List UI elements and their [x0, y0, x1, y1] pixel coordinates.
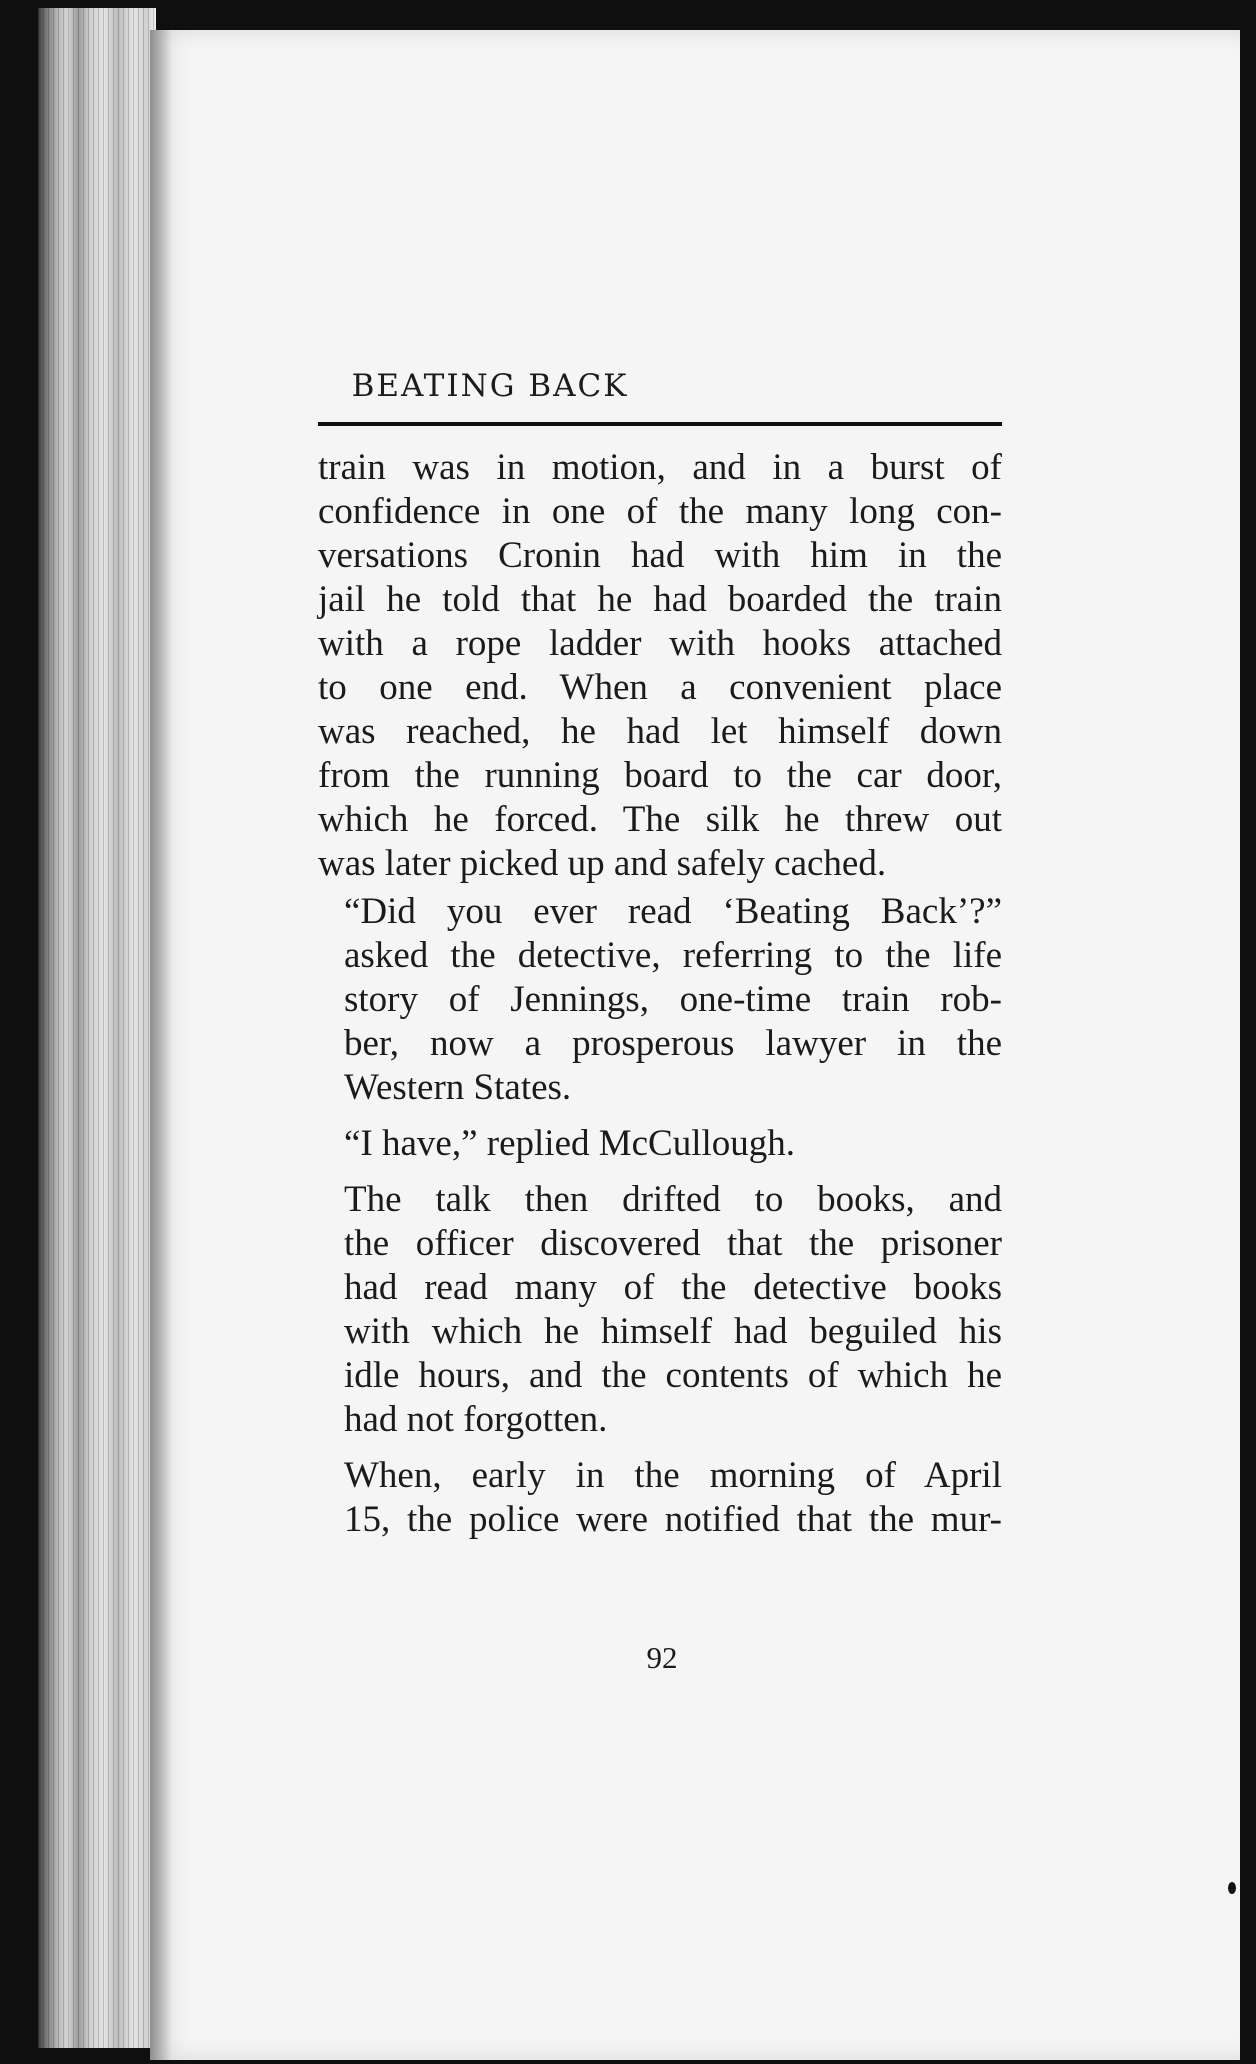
- text-line: jail he told that he had boarded the train: [318, 579, 1002, 620]
- text-line: had not forgotten.: [344, 1399, 608, 1440]
- paragraph: [318, 446, 1002, 886]
- text-line: ber, now a prosperous lawyer in the: [344, 1023, 1002, 1064]
- text-line: idle hours, and the contents of which he: [344, 1355, 1002, 1396]
- paragraph: [318, 890, 1002, 1110]
- text-line: which he forced. The silk he threw out: [318, 799, 1002, 840]
- text-line: with a rope ladder with hooks attached: [318, 623, 1002, 664]
- header-rule: [318, 422, 1002, 426]
- paragraph: [318, 1178, 1002, 1442]
- text-line: When, early in the morning of April: [344, 1455, 1002, 1496]
- body-text: [318, 446, 1002, 1542]
- text-line: confidence in one of the many long con-: [318, 491, 1002, 532]
- text-line: had read many of the detective books: [344, 1267, 1002, 1308]
- text-line: versations Cronin had with him in the: [318, 535, 1002, 576]
- paragraph: [318, 1454, 1002, 1542]
- text-line: was reached, he had let himself down: [318, 711, 1002, 752]
- gutter-shadow: [150, 30, 172, 2060]
- page-edges: [38, 8, 156, 2048]
- text-line: Western States.: [344, 1067, 572, 1108]
- text-line: was later picked up and safely cached.: [318, 843, 887, 884]
- text-line: from the running board to the car door,: [318, 755, 1002, 796]
- paragraph: [318, 1122, 1002, 1166]
- text-line: 15, the police were notified that the mur-: [344, 1499, 1002, 1540]
- text-line: story of Jennings, one-time train rob-: [344, 979, 1002, 1020]
- dust-speck: [1228, 1882, 1236, 1894]
- text-line: with which he himself had beguiled his: [344, 1311, 1002, 1352]
- running-head: BEATING BACK: [351, 368, 629, 404]
- text-line: asked the detective, referring to the life: [344, 935, 1002, 976]
- text-line: to one end. When a convenient place: [318, 667, 1002, 708]
- page-number: 92: [646, 1640, 678, 1675]
- text-line: The talk then drifted to books, and: [344, 1179, 1002, 1220]
- dust-speck: [6, 240, 11, 246]
- text-line: “I have,” replied McCullough.: [344, 1123, 796, 1164]
- text-line: train was in motion, and in a burst of: [318, 447, 1002, 488]
- text-line: the officer discovered that the prisoner: [344, 1223, 1002, 1264]
- text-line: “Did you ever read ‘Beating Back’?”: [344, 891, 1002, 932]
